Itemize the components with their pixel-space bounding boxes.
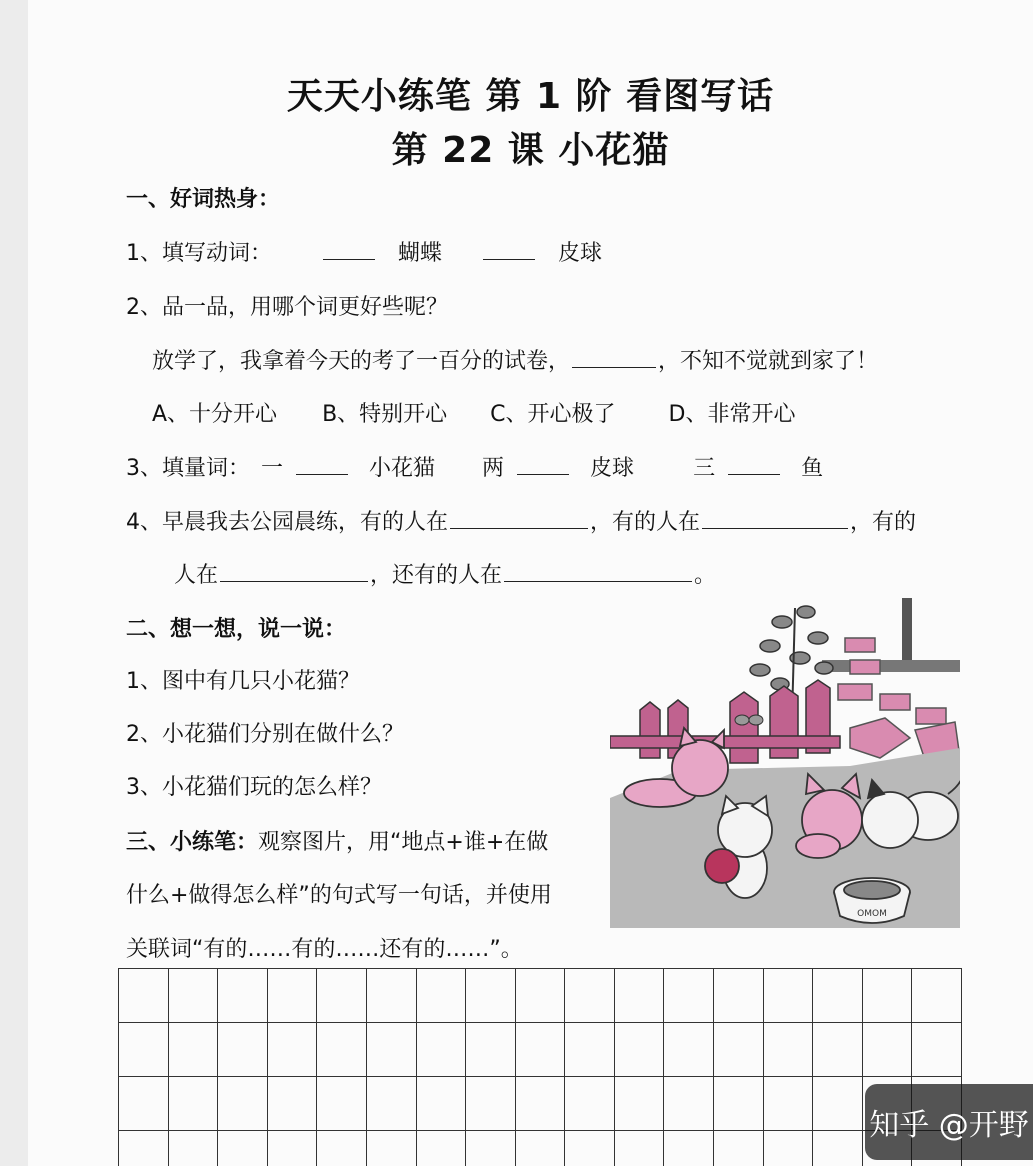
grid-cell[interactable] [218, 1023, 268, 1077]
grid-cell[interactable] [268, 969, 318, 1023]
grid-cell[interactable] [764, 1023, 814, 1077]
grid-cell[interactable] [119, 1023, 169, 1077]
grid-cell[interactable] [912, 1023, 962, 1077]
q4-blank-2[interactable] [702, 527, 848, 529]
grid-cell[interactable] [367, 1023, 417, 1077]
grid-cell[interactable] [664, 1023, 714, 1077]
section2-question-2: 2、小花猫们分别在做什么？ [126, 722, 404, 747]
q4-part3: ，有的 [850, 510, 917, 535]
grid-cell[interactable] [367, 1131, 417, 1166]
grid-cell[interactable] [912, 969, 962, 1023]
grid-cell[interactable] [714, 1131, 764, 1166]
q4-blank-4[interactable] [504, 580, 692, 582]
grid-cell[interactable] [268, 1023, 318, 1077]
section3-text-2: 什么+做得怎么样”的句式写一句话，并使用 [126, 883, 552, 908]
grid-cell[interactable] [218, 969, 268, 1023]
grid-cell[interactable] [615, 969, 665, 1023]
lesson-title: 第 22 课 小花猫 [391, 130, 670, 171]
q2-option-c: C、开心极了 [490, 402, 616, 427]
watermark: 知乎 @开野 [865, 1084, 1033, 1160]
grid-cell[interactable] [813, 1131, 863, 1166]
grid-cell[interactable] [317, 1131, 367, 1166]
grid-cell[interactable] [417, 1077, 467, 1131]
grid-cell[interactable] [664, 1077, 714, 1131]
q1-blank-1[interactable] [323, 258, 375, 260]
grid-cell[interactable] [268, 1077, 318, 1131]
grid-cell[interactable] [417, 1131, 467, 1166]
q2-label: 2、品一品，用哪个词更好些呢？ [126, 295, 448, 320]
q4-part4: 人在 [174, 563, 219, 588]
grid-cell[interactable] [664, 969, 714, 1023]
grid-cell[interactable] [615, 1131, 665, 1166]
grid-cell[interactable] [764, 1077, 814, 1131]
grid-cell[interactable] [565, 969, 615, 1023]
grid-cell[interactable] [317, 1077, 367, 1131]
grid-cell[interactable] [615, 1077, 665, 1131]
q2-option-d: D、非常开心 [668, 402, 796, 427]
writing-grid[interactable] [118, 968, 962, 1166]
grid-cell[interactable] [764, 1131, 814, 1166]
grid-cell[interactable] [119, 1131, 169, 1166]
grid-cell[interactable] [367, 969, 417, 1023]
grid-cell[interactable] [119, 1077, 169, 1131]
grid-cell[interactable] [863, 969, 913, 1023]
grid-cell[interactable] [565, 1077, 615, 1131]
grid-cell[interactable] [218, 1077, 268, 1131]
section2-heading: 二、想一想，说一说： [126, 617, 347, 642]
grid-cell[interactable] [714, 969, 764, 1023]
q2-option-a: A、十分开心 [152, 402, 278, 427]
grid-cell[interactable] [813, 969, 863, 1023]
q2-blank[interactable] [572, 366, 656, 368]
q4-part2: ，有的人在 [590, 510, 701, 535]
worksheet-title: 天天小练笔 第 1 阶 看图写话 [286, 76, 775, 117]
q2-sentence [152, 344, 878, 375]
q2-sentence-b: ，不知不觉就到家了！ [658, 349, 879, 374]
grid-cell[interactable] [764, 969, 814, 1023]
grid-cell[interactable] [367, 1077, 417, 1131]
q2-option-b: B、特别开心 [322, 402, 448, 427]
q2-options [152, 397, 795, 428]
q3-label: 3、填量词： [126, 456, 250, 481]
q3-pre-2: 两 [482, 456, 505, 481]
q4-blank-1[interactable] [450, 527, 588, 529]
q3-blank-3[interactable] [728, 473, 780, 475]
q4-part6: 。 [694, 563, 717, 588]
grid-cell[interactable] [516, 1077, 566, 1131]
grid-cell[interactable] [169, 969, 219, 1023]
q2-sentence-a: 放学了，我拿着今天的考了一百分的试卷， [152, 349, 571, 374]
q1-word-2: 皮球 [558, 241, 603, 266]
grid-cell[interactable] [615, 1023, 665, 1077]
grid-cell[interactable] [516, 1023, 566, 1077]
q1-line [126, 236, 602, 267]
q3-pre-1: 一 [261, 456, 284, 481]
q4-part1: 4、早晨我去公园晨练，有的人在 [126, 510, 448, 535]
q3-noun-2: 皮球 [590, 456, 635, 481]
grid-cell[interactable] [466, 1131, 516, 1166]
q4-part5: ，还有的人在 [370, 563, 503, 588]
grid-cell[interactable] [218, 1131, 268, 1166]
q3-pre-3: 三 [693, 456, 716, 481]
section3-text-1: 观察图片，用“地点+谁+在做 [258, 830, 549, 855]
grid-cell[interactable] [466, 969, 516, 1023]
q3-blank-1[interactable] [296, 473, 348, 475]
section3-heading: 三、小练笔： [126, 830, 259, 855]
section2-question-3: 3、小花猫们玩的怎么样？ [126, 775, 382, 800]
grid-cell[interactable] [565, 1023, 615, 1077]
worksheet-page [28, 0, 1033, 1166]
kittens-illustration [610, 598, 960, 928]
section2-question-1: 1、图中有几只小花猫？ [126, 669, 360, 694]
q1-word-1: 蝴蝶 [398, 241, 443, 266]
grid-cell[interactable] [714, 1077, 764, 1131]
section1-heading: 一、好词热身： [126, 187, 281, 212]
grid-cell[interactable] [714, 1023, 764, 1077]
grid-cell[interactable] [565, 1131, 615, 1166]
q4-line-1 [126, 505, 916, 536]
grid-cell[interactable] [516, 969, 566, 1023]
grid-cell[interactable] [664, 1131, 714, 1166]
grid-cell[interactable] [466, 1023, 516, 1077]
grid-cell[interactable] [169, 1131, 219, 1166]
grid-cell[interactable] [466, 1077, 516, 1131]
grid-cell[interactable] [863, 1023, 913, 1077]
grid-cell[interactable] [417, 969, 467, 1023]
grid-cell[interactable] [813, 1077, 863, 1131]
q4-blank-3[interactable] [220, 580, 368, 582]
q1-blank-2[interactable] [483, 258, 535, 260]
q3-blank-2[interactable] [517, 473, 569, 475]
q1-label: 1、填写动词： [126, 241, 272, 266]
grid-cell[interactable] [813, 1023, 863, 1077]
grid-cell[interactable] [417, 1023, 467, 1077]
q3-noun-3: 鱼 [801, 456, 824, 481]
grid-cell[interactable] [317, 969, 367, 1023]
q3-line [126, 451, 823, 482]
q3-noun-1: 小花猫 [369, 456, 436, 481]
grid-cell[interactable] [516, 1131, 566, 1166]
grid-cell[interactable] [119, 969, 169, 1023]
section3-text-3: 关联词“有的……有的……还有的……”。 [126, 937, 523, 962]
section3-line-1 [126, 825, 548, 856]
q4-line-2 [174, 558, 716, 589]
grid-cell[interactable] [169, 1077, 219, 1131]
grid-cell[interactable] [317, 1023, 367, 1077]
grid-cell[interactable] [268, 1131, 318, 1166]
grid-cell[interactable] [169, 1023, 219, 1077]
bowl-label: OMOM [857, 909, 887, 919]
